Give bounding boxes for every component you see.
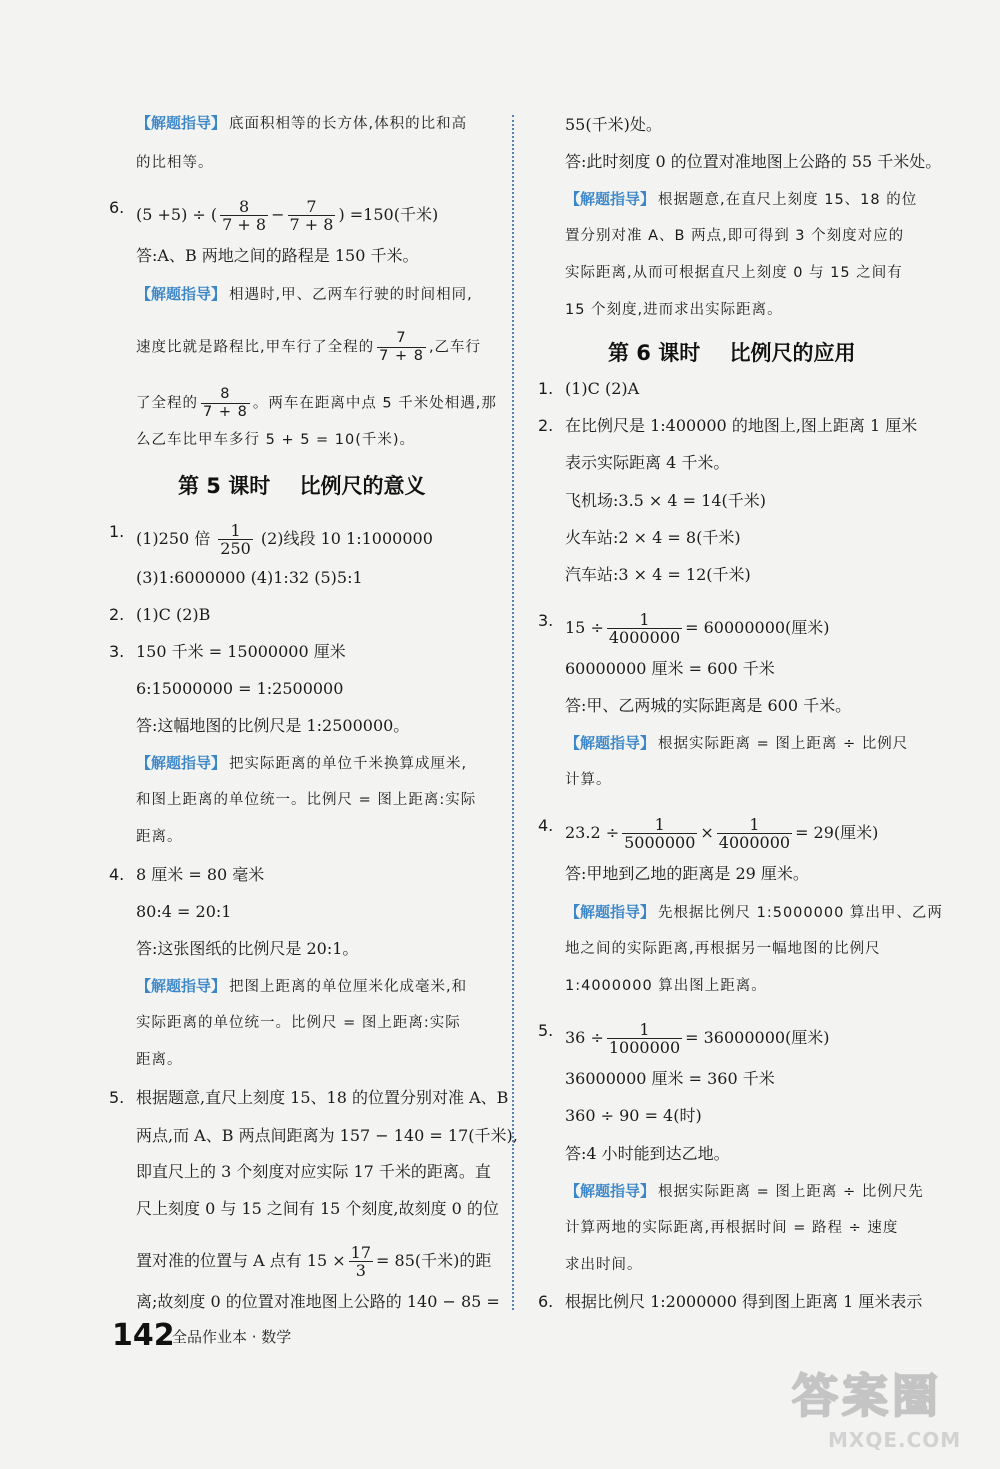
fraction: $\frac{1}{4000000}$: [608, 610, 681, 647]
answer-text: 尺上刻度 0 与 15 之间有 15 个刻度,故刻度 0 的位: [136, 1199, 499, 1218]
hint-text: 距离。: [136, 829, 183, 845]
hint-text: 根据实际距离 = 图上距离 ÷ 比例尺先: [658, 1184, 924, 1200]
question-4: [538, 815, 879, 852]
hint-text: 了全程的 $\frac{8}{7 + 8}$ 。两车在距离中点 5 千米处相遇,那: [136, 386, 497, 420]
question-number: 1.: [538, 379, 554, 398]
hint-block: [565, 189, 917, 210]
question-number: 3.: [109, 642, 125, 661]
answer-text: 火车站:2 × 4 = 8(千米): [565, 528, 741, 547]
hint-text: 么乙车比甲车多行 5 + 5 = 10(千米)。: [136, 432, 416, 448]
hint-text: 15 个刻度,进而求出实际距离。: [565, 302, 783, 318]
equation-text: 23.2 ÷: [565, 823, 620, 842]
answer-text: 答:A、B 两地之间的路程是 150 千米。: [136, 246, 419, 265]
question-1: [538, 379, 640, 399]
answer-text: 飞机场:3.5 × 4 = 14(千米): [565, 491, 767, 510]
hint-block: [136, 113, 467, 134]
hint-block: [565, 733, 908, 754]
equation-text: 15 ÷: [565, 618, 604, 637]
question-2: [538, 416, 918, 436]
hint-label: 【解题指导】: [565, 903, 656, 921]
answer-text: 在比例尺是 1:400000 的地图上,图上距离 1 厘米: [565, 416, 918, 435]
hint-block: [136, 753, 467, 774]
question-number: 1.: [109, 522, 125, 541]
watermark-logo: [792, 1360, 992, 1460]
hint-text: 和图上距离的单位统一。比例尺 = 图上距离:实际: [136, 792, 477, 808]
hint-text: 相遇时,甲、乙两车行驶的时间相同,: [229, 287, 473, 303]
question-5: [109, 1088, 509, 1108]
answer-text: 6:15000000 = 1:2500000: [136, 679, 344, 698]
times-sign: ×: [700, 823, 714, 842]
question-number: 5.: [538, 1021, 554, 1040]
answer-text: 汽车站:3 × 4 = 12(千米): [565, 565, 751, 584]
hint-text: 地之间的实际距离,再根据另一幅地图的比例尺: [565, 941, 881, 957]
question-5: [538, 1020, 830, 1057]
hint-text: 的比相等。: [136, 155, 214, 171]
answer-text: (1)C (2)B: [136, 605, 211, 624]
hint-label: 【解题指导】: [565, 190, 656, 208]
hint-block: [136, 976, 467, 997]
equation-text: ) =150(千米): [338, 205, 439, 224]
answer-text: 36000000 厘米 = 360 千米: [565, 1069, 775, 1088]
answer-text: 离;故刻度 0 的位置对准地图上公路的 140 − 85 =: [136, 1292, 500, 1311]
question-3: [109, 642, 346, 662]
answer-text: 150 千米 = 15000000 厘米: [136, 642, 346, 661]
hint-label: 【解题指导】: [136, 114, 227, 132]
answer-text: 答:甲地到乙地的距离是 29 厘米。: [565, 864, 809, 883]
section-heading: 第 5 课时 比例尺的意义: [178, 474, 426, 498]
hint-text: 距离。: [136, 1052, 183, 1068]
question-2: [109, 605, 211, 625]
hint-label: 【解题指导】: [565, 1182, 656, 1200]
question-3: [538, 610, 830, 647]
fraction: $\frac{1}{5000000}$: [624, 815, 696, 852]
watermark-url: MXQE.COM: [828, 1428, 962, 1452]
answer-text: 根据题意,直尺上刻度 15、18 的位置分别对准 A、B: [136, 1088, 509, 1107]
answer-text: (2)线段 10 1:1000000: [260, 529, 433, 548]
minus-sign: −: [271, 205, 285, 224]
hint-block: [136, 284, 473, 305]
hint-label: 【解题指导】: [136, 285, 227, 303]
hint-text: 底面积相等的长方体,体积的比和高: [229, 116, 468, 132]
hint-text: 把图上距离的单位厘米化成毫米,和: [229, 979, 468, 995]
section-heading: 第 6 课时 比例尺的应用: [608, 341, 856, 365]
question-number: 3.: [538, 611, 554, 630]
answer-text: 答:4 小时能到达乙地。: [565, 1144, 730, 1163]
hint-label: 【解题指导】: [136, 754, 227, 772]
answer-text: (3)1:6000000 (4)1:32 (5)5:1: [136, 568, 363, 587]
hint-text: 实际距离的单位统一。比例尺 = 图上距离:实际: [136, 1015, 461, 1031]
answer-text: 8 厘米 = 80 毫米: [136, 865, 265, 884]
question-number: 4.: [109, 865, 125, 884]
fraction: $\frac{1}{250}$: [220, 521, 251, 558]
fraction: $\frac{8}{7 + 8}$: [222, 197, 267, 234]
hint-text: 把实际距离的单位千米换算成厘米,: [229, 756, 468, 772]
equation-text: = 36000000(厘米): [685, 1028, 830, 1047]
answer-text: 55(千米)处。: [565, 115, 662, 134]
hint-text: 计算。: [565, 772, 612, 788]
answer-text: 答:甲、乙两城的实际距离是 600 千米。: [565, 696, 852, 715]
question-6: [538, 1292, 923, 1312]
equation-text: = 29(厘米): [795, 823, 879, 842]
hint-text: 1:4000000 算出图上距离。: [565, 978, 767, 994]
hint-text: 实际距离,从而可根据直尺上刻度 0 与 15 之间有: [565, 265, 903, 281]
fraction: $\frac{7}{7 + 8}$: [289, 197, 334, 234]
answer-text: 80:4 = 20:1: [136, 902, 232, 921]
question-1: [109, 521, 433, 558]
answer-text: 60000000 厘米 = 600 千米: [565, 659, 775, 678]
fraction: $\frac{8}{7 + 8}$: [203, 386, 248, 420]
equation-text: = 60000000(厘米): [685, 618, 830, 637]
fraction: $\frac{17}{3}$: [350, 1243, 372, 1280]
answer-text: 答:这张图纸的比例尺是 20:1。: [136, 939, 359, 958]
question-number: 4.: [538, 816, 554, 835]
question-6-equation: [109, 197, 439, 234]
hint-text: 计算两地的实际距离,再根据时间 = 路程 ÷ 速度: [565, 1220, 899, 1236]
equation-text: 36 ÷: [565, 1028, 604, 1047]
book-title: 全品作业本 · 数学: [172, 1328, 292, 1346]
question-number: 6.: [109, 198, 125, 217]
question-4: [109, 865, 265, 885]
hint-label: 【解题指导】: [136, 977, 227, 995]
hint-block: [565, 1181, 924, 1202]
fraction: $\frac{1}{1000000}$: [608, 1020, 681, 1057]
hint-text: 根据题意,在直尺上刻度 15、18 的位: [658, 192, 918, 208]
hint-text: 速度比就是路程比,甲车行了全程的 $\frac{7}{7 + 8}$ ,乙车行: [136, 330, 482, 364]
equation-text: (5 +5) ÷ (: [136, 205, 218, 224]
hint-text: 先根据比例尺 1:5000000 算出甲、乙两: [658, 905, 943, 921]
question-number: 5.: [109, 1088, 125, 1107]
answer-text: 两点,而 A、B 两点间距离为 157 − 140 = 17(千米),: [136, 1126, 518, 1145]
question-number: 2.: [538, 416, 554, 435]
page-number: 142: [112, 1318, 175, 1353]
answer-text: 即直尺上的 3 个刻度对应实际 17 千米的距离。直: [136, 1162, 491, 1181]
column-divider: [512, 115, 514, 1310]
hint-text: 根据实际距离 = 图上距离 ÷ 比例尺: [658, 736, 909, 752]
hint-text: 求出时间。: [565, 1257, 643, 1273]
answer-text: 360 ÷ 90 = 4(时): [565, 1106, 702, 1125]
watermark-text: 答案圈: [792, 1369, 942, 1423]
fraction: $\frac{1}{4000000}$: [718, 815, 791, 852]
answer-text: 表示实际距离 4 千米。: [565, 453, 730, 472]
answer-text: (1)C (2)A: [565, 379, 640, 398]
answer-text: (1)250 倍: [136, 529, 211, 548]
answer-text: 根据比例尺 1:2000000 得到图上距离 1 厘米表示: [565, 1292, 923, 1311]
hint-block: [565, 902, 943, 923]
answer-text: 答:此时刻度 0 的位置对准地图上公路的 55 千米处。: [565, 152, 942, 171]
hint-label: 【解题指导】: [565, 734, 656, 752]
answer-text: 答:这幅地图的比例尺是 1:2500000。: [136, 716, 410, 735]
question-number: 6.: [538, 1292, 554, 1311]
question-number: 2.: [109, 605, 125, 624]
hint-text: 置分别对准 A、B 两点,即可得到 3 个刻度对应的: [565, 228, 905, 244]
fraction: $\frac{7}{7 + 8}$: [379, 330, 424, 364]
answer-text: 置对准的位置与 A 点有 15 × $\frac{17}{3}$ = 85(千米)的距: [136, 1243, 492, 1280]
